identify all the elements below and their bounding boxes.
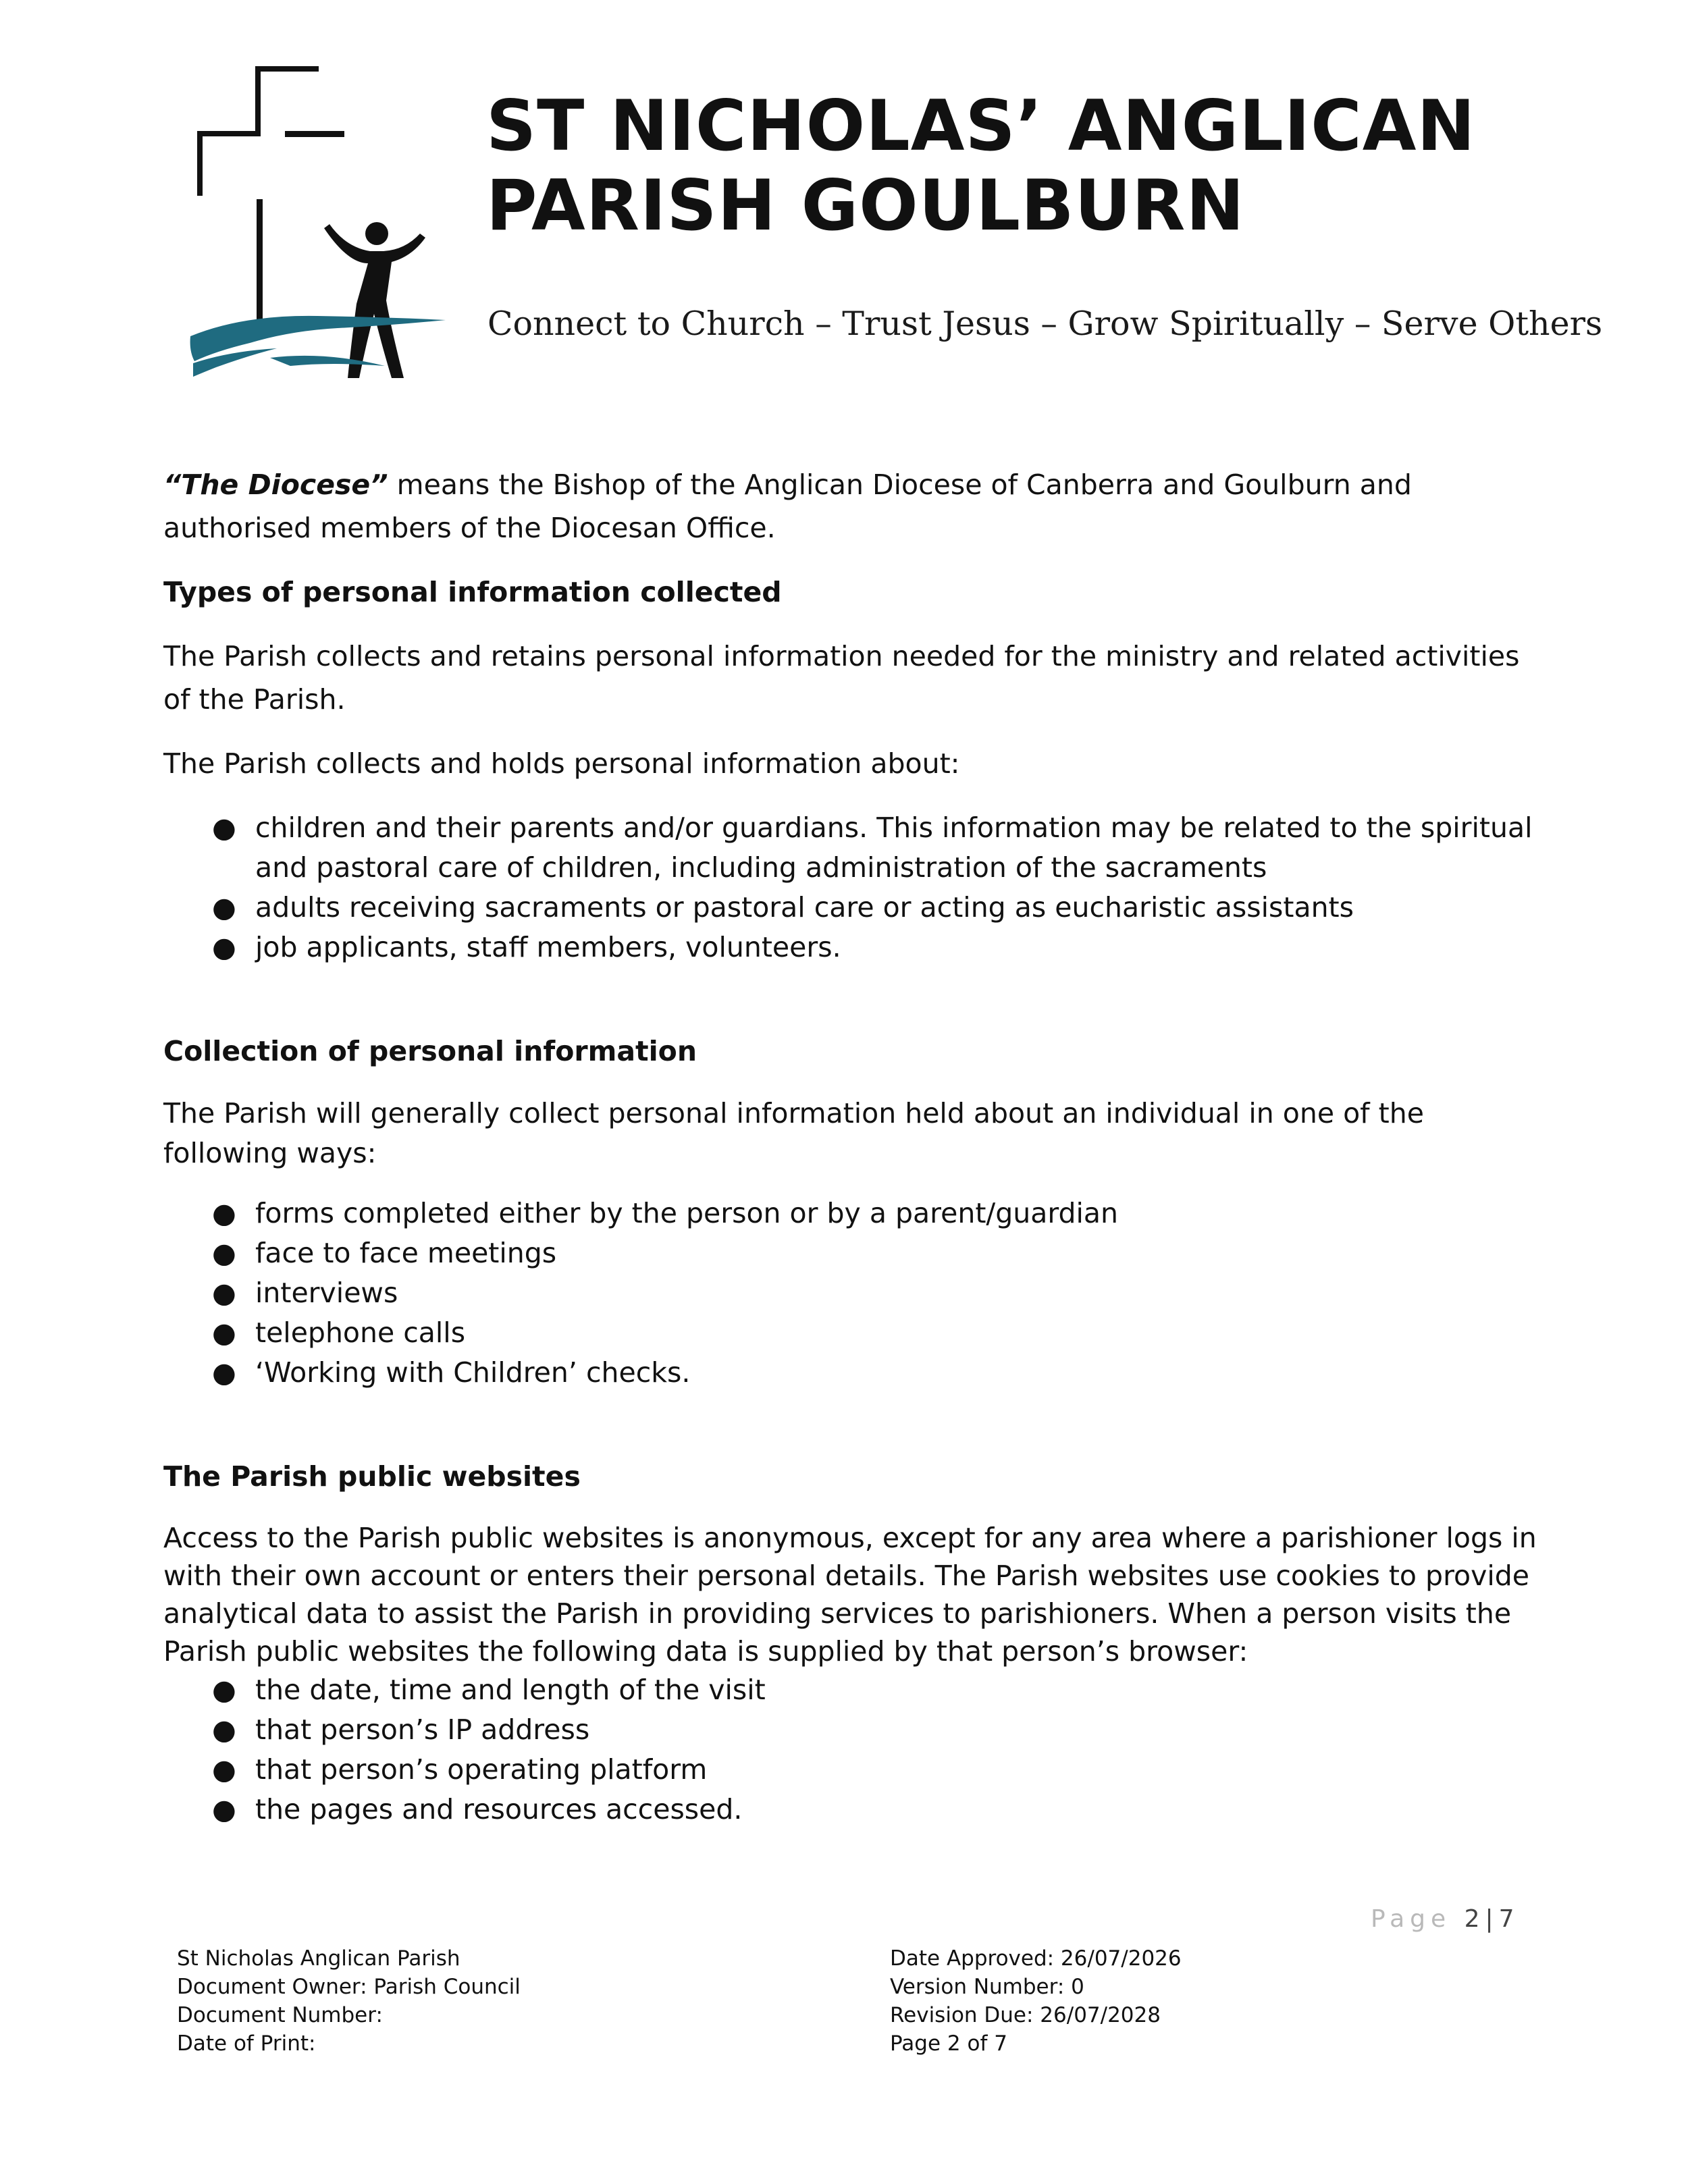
list-item: ● job applicants, staff members, volunteers. [163, 928, 1554, 967]
list-item: ● ‘Working with Children’ checks. [163, 1353, 1554, 1393]
page-indicator [1371, 1905, 1520, 1933]
diocese-term: “The Diocese” [163, 469, 388, 501]
page-label: Page [1371, 1905, 1452, 1933]
title-line-2: PARISH GOULBURN [486, 165, 1245, 246]
footer-revision-due: Revision Due: 26/07/2028 [890, 2003, 1161, 2027]
footer-date-of-print: Date of Print: [177, 2031, 316, 2056]
section-heading-websites: The Parish public websites [163, 1460, 581, 1493]
page-number: 2|7 [1464, 1905, 1520, 1933]
parish-logo [189, 61, 473, 398]
footer-parish-name: St Nicholas Anglican Parish [177, 1946, 460, 1971]
parish-title [486, 86, 1476, 246]
footer-date-approved: Date Approved: 26/07/2026 [890, 1946, 1182, 1971]
title-line-1: ST NICHOLAS’ ANGLICAN [486, 86, 1476, 167]
bullet-icon: ● [212, 811, 236, 844]
websites-list [163, 1670, 1554, 1830]
list-item: ● that person’s IP address [163, 1710, 1554, 1750]
bullet-icon: ● [212, 1277, 236, 1309]
footer-document-number: Document Number: [177, 2003, 383, 2027]
types-paragraph-2: The Parish collects and holds personal information about: [163, 747, 960, 780]
list-item: ● telephone calls [163, 1313, 1554, 1353]
bullet-icon: ● [212, 1356, 236, 1389]
bullet-icon: ● [212, 1237, 236, 1269]
footer-page-of: Page 2 of 7 [890, 2031, 1007, 2056]
bullet-icon: ● [212, 1674, 236, 1706]
bullet-icon: ● [212, 1316, 236, 1349]
footer-left [177, 1944, 521, 2058]
collection-list [163, 1194, 1554, 1393]
cross-figure-wave-logo-icon [189, 61, 473, 398]
list-item: ● that person’s operating platform [163, 1750, 1554, 1790]
list-item: ● interviews [163, 1273, 1554, 1313]
list-item: ● adults receiving sacraments or pastoral care or acting as eucharistic assistants [163, 888, 1554, 928]
websites-paragraph-1: Access to the Parish public websites is anonymous, except for any area where a parishioner logs in with their own account or enters their personal details. The Parish websites use cookies to provide analytical data to assist the Parish in providing services to parishioners. When a person visits the Parish public websites the following data is supplied by that person’s browser: [163, 1522, 1537, 1668]
section-heading-types: Types of personal information collected [163, 576, 782, 608]
parish-motto: Connect to Church – Trust Jesus – Grow Spiritually – Serve Others [487, 304, 1603, 343]
types-list [163, 808, 1554, 967]
types-paragraph-1: The Parish collects and retains personal information needed for the ministry and related activities of the Parish. [163, 640, 1520, 716]
footer-document-owner: Document Owner: Parish Council [177, 1975, 521, 1999]
list-item: ● forms completed either by the person or by a parent/guardian [163, 1194, 1554, 1233]
collection-paragraph-1: The Parish will generally collect personal information held about an individual in one of the following ways: [163, 1097, 1424, 1169]
footer-right [890, 1944, 1182, 2058]
bullet-icon: ● [212, 1197, 236, 1229]
bullet-icon: ● [212, 931, 236, 963]
bullet-icon: ● [212, 1753, 236, 1786]
diocese-definition-text: means the Bishop of the Anglican Diocese of Canberra and Goulburn and authorised members of the Diocesan Office. [163, 469, 1412, 544]
section-heading-collection: Collection of personal information [163, 1035, 697, 1067]
bullet-icon: ● [212, 891, 236, 924]
diocese-definition [163, 463, 1554, 550]
list-item: ● children and their parents and/or guardians. This information may be related to the spiritual and pastoral care of children, including administration of the sacraments [163, 808, 1554, 888]
bullet-icon: ● [212, 1793, 236, 1826]
list-item: ● the date, time and length of the visit [163, 1670, 1554, 1710]
document-body [163, 463, 1554, 1830]
list-item: ● the pages and resources accessed. [163, 1790, 1554, 1830]
bullet-icon: ● [212, 1713, 236, 1746]
footer-version-number: Version Number: 0 [890, 1975, 1084, 1999]
list-item: ● face to face meetings [163, 1233, 1554, 1273]
